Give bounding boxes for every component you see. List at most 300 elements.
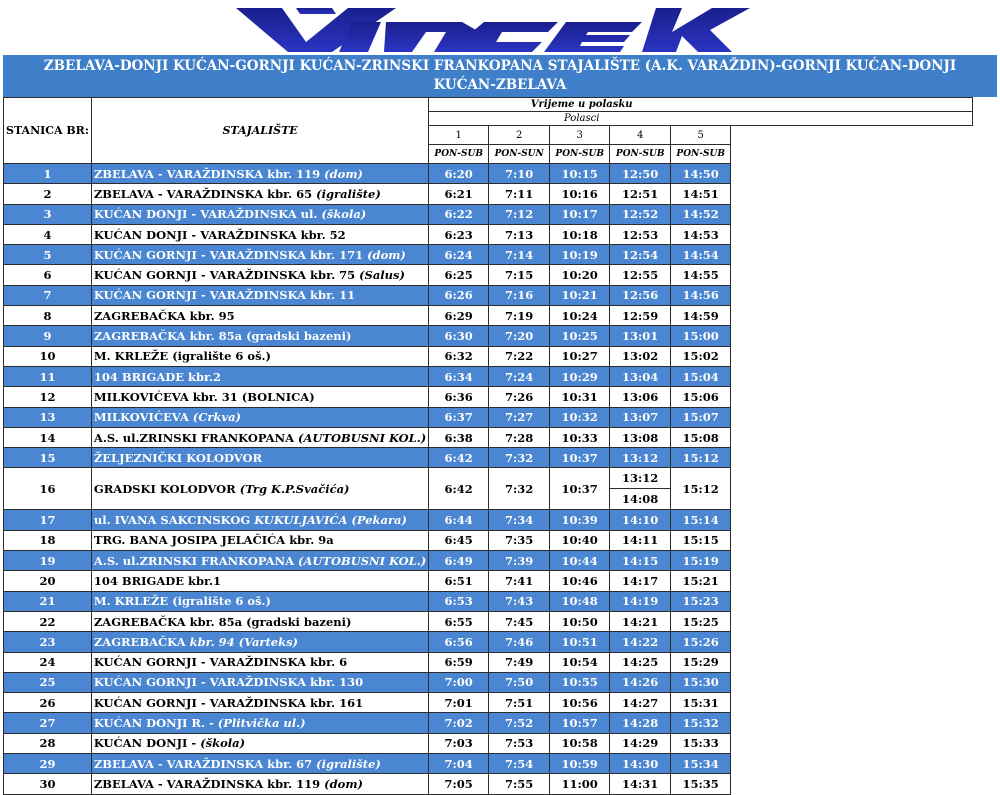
stop-name-text: KUĆAN GORNJI - VARAŽDINSKA kbr. 11 bbox=[93, 288, 356, 303]
departure-time: 6:56 bbox=[429, 632, 489, 652]
blank-cell bbox=[731, 306, 973, 326]
stop-name-text: M. KRLEŽE (igralište 6 oš.) bbox=[93, 349, 271, 364]
departure-time: 12:56 bbox=[610, 285, 671, 305]
departure-time: 15:19 bbox=[671, 551, 731, 571]
stop-name bbox=[91, 224, 428, 244]
departure-time: 10:51 bbox=[550, 632, 610, 652]
blank-cell bbox=[731, 672, 973, 692]
stop-name bbox=[91, 571, 428, 591]
table-row bbox=[4, 672, 973, 692]
departure-time: 13:01 bbox=[610, 326, 671, 346]
departure-time: 10:40 bbox=[550, 530, 610, 550]
departure-time: 15:21 bbox=[671, 571, 731, 591]
station-number: 6 bbox=[4, 265, 92, 285]
blank-cell bbox=[731, 407, 973, 427]
departure-time: 10:58 bbox=[550, 733, 610, 753]
departure-time: 14:51 bbox=[671, 184, 731, 204]
stop-name-text: 104 BRIGADE kbr.2 bbox=[93, 369, 222, 384]
table-row bbox=[4, 306, 973, 326]
station-number: 27 bbox=[4, 713, 92, 733]
blank-cell bbox=[731, 693, 973, 713]
departure-time: 7:52 bbox=[489, 713, 550, 733]
departure-time: 15:32 bbox=[671, 713, 731, 733]
station-number: 29 bbox=[4, 754, 92, 774]
stop-name-text: KUĆAN GORNJI - VARAŽDINSKA kbr. 171 bbox=[93, 247, 364, 262]
table-row bbox=[4, 632, 973, 652]
departure-time: 14:28 bbox=[610, 713, 671, 733]
departure-time: 6:45 bbox=[429, 530, 489, 550]
stop-name bbox=[91, 530, 428, 550]
departure-time: 15:15 bbox=[671, 530, 731, 550]
departure-time: 15:35 bbox=[671, 774, 731, 794]
stop-name bbox=[91, 184, 428, 204]
stop-name-text: KUĆAN GORNJI - VARAŽDINSKA kbr. 75 bbox=[93, 268, 356, 283]
departure-time: 6:42 bbox=[429, 448, 489, 468]
stop-name-text: ZAGREBAČKA kbr. 85a (gradski bazeni) bbox=[93, 614, 352, 629]
table-row bbox=[4, 652, 973, 672]
stop-note: kbr. 94 (Varteks) bbox=[189, 634, 298, 649]
blank-cell bbox=[731, 632, 973, 652]
stop-note: (AUTOBUSNI KOL.) bbox=[298, 553, 427, 568]
departure-time: 6:26 bbox=[429, 285, 489, 305]
departure-time: 13:07 bbox=[610, 407, 671, 427]
departure-time: 10:50 bbox=[550, 611, 610, 631]
departure-time: 7:16 bbox=[489, 285, 550, 305]
departure-time: 10:59 bbox=[550, 754, 610, 774]
departure-time: 7:55 bbox=[489, 774, 550, 794]
stop-name-text: ZAGREBAČKA kbr. 85a (gradski bazeni) bbox=[93, 329, 352, 344]
header-departure-number: 4 bbox=[610, 126, 671, 145]
stop-name-text: A.S. ul.ZRINSKI FRANKOPANA bbox=[93, 553, 295, 568]
table-row bbox=[4, 326, 973, 346]
stop-name-text: GRADSKI KOLODVOR bbox=[93, 481, 236, 496]
stop-name bbox=[91, 448, 428, 468]
table-row bbox=[4, 184, 973, 204]
stop-name-text: KUĆAN DONJI - VARAŽDINSKA kbr. 52 bbox=[93, 227, 346, 242]
route-title-banner bbox=[3, 55, 997, 97]
departure-time: 10:44 bbox=[550, 551, 610, 571]
stop-name bbox=[91, 510, 428, 530]
stop-note: (Trg K.P.Svačića) bbox=[239, 481, 350, 496]
blank-cell bbox=[731, 510, 973, 530]
table-row bbox=[4, 693, 973, 713]
header-departure-time: Vrijeme u polasku bbox=[429, 98, 973, 112]
stop-note: (dom) bbox=[324, 776, 363, 791]
departure-time: 7:05 bbox=[429, 774, 489, 794]
departure-time: 11:00 bbox=[550, 774, 610, 794]
departure-time: 10:20 bbox=[550, 265, 610, 285]
table-row bbox=[4, 427, 973, 447]
departure-time: 10:33 bbox=[550, 427, 610, 447]
departure-time: 7:19 bbox=[489, 306, 550, 326]
stop-name-text: ZAGREBAČKA bbox=[93, 634, 186, 649]
stop-note: KUKULJAVIĆA (Pekara) bbox=[254, 513, 407, 528]
departure-time: 7:04 bbox=[429, 754, 489, 774]
header-day-range: PON-SUB bbox=[671, 145, 731, 164]
stop-name-text: KUĆAN GORNJI - VARAŽDINSKA kbr. 161 bbox=[93, 695, 364, 710]
departure-time: 7:24 bbox=[489, 366, 550, 386]
departure-time: 10:39 bbox=[550, 510, 610, 530]
stop-name bbox=[91, 346, 428, 366]
stop-name bbox=[91, 204, 428, 224]
stop-name-text: ZAGREBAČKA kbr. 95 bbox=[93, 308, 235, 323]
departure-time: 7:12 bbox=[489, 204, 550, 224]
stop-name bbox=[91, 326, 428, 346]
table-row bbox=[4, 265, 973, 285]
departure-time: 6:34 bbox=[429, 366, 489, 386]
departure-time: 7:51 bbox=[489, 693, 550, 713]
departure-time: 6:36 bbox=[429, 387, 489, 407]
departure-time: 7:02 bbox=[429, 713, 489, 733]
blank-cell bbox=[731, 387, 973, 407]
departure-time: 6:59 bbox=[429, 652, 489, 672]
departure-time: 10:37 bbox=[550, 468, 610, 510]
stop-name bbox=[91, 754, 428, 774]
stop-name bbox=[91, 632, 428, 652]
departure-time: 6:37 bbox=[429, 407, 489, 427]
departure-time: 7:01 bbox=[429, 693, 489, 713]
table-row bbox=[4, 204, 973, 224]
header-day-range: PON-SUB bbox=[610, 145, 671, 164]
departure-time: 15:02 bbox=[671, 346, 731, 366]
departure-time: 7:35 bbox=[489, 530, 550, 550]
stop-note: (dom) bbox=[324, 166, 363, 181]
departure-time: 7:00 bbox=[429, 672, 489, 692]
station-number: 21 bbox=[4, 591, 92, 611]
station-number: 20 bbox=[4, 571, 92, 591]
departure-time: 7:49 bbox=[489, 652, 550, 672]
departure-time: 15:23 bbox=[671, 591, 731, 611]
departure-time: 14:53 bbox=[671, 224, 731, 244]
departure-time: 14:30 bbox=[610, 754, 671, 774]
station-number: 22 bbox=[4, 611, 92, 631]
stop-note: (igralište) bbox=[316, 186, 381, 201]
header-day-range: PON-SUB bbox=[429, 145, 489, 164]
blank-cell bbox=[731, 184, 973, 204]
vincek-logo-mark bbox=[236, 8, 750, 52]
table-row bbox=[4, 407, 973, 427]
table-row bbox=[4, 164, 973, 184]
stop-name bbox=[91, 285, 428, 305]
station-number: 1 bbox=[4, 164, 92, 184]
stop-name bbox=[91, 265, 428, 285]
table-row bbox=[4, 224, 973, 244]
departure-time: 14:27 bbox=[610, 693, 671, 713]
stop-note: (Plitvička ul.) bbox=[217, 716, 306, 731]
departure-time: 10:21 bbox=[550, 285, 610, 305]
station-number: 15 bbox=[4, 448, 92, 468]
departure-time: 14:17 bbox=[610, 571, 671, 591]
departure-time: 7:34 bbox=[489, 510, 550, 530]
route-title-line1: ZBELAVA-DONJI KUĆAN-GORNJI KUĆAN-ZRINSKI FRANKOPANA STAJALIŠTE (A.K. VARAŽDIN)-GORNJI KUĆAN-DONJI bbox=[43, 58, 957, 74]
departure-time: 7:28 bbox=[489, 427, 550, 447]
departure-time: 7:26 bbox=[489, 387, 550, 407]
stop-note: (Crkva) bbox=[192, 410, 241, 425]
station-number: 3 bbox=[4, 204, 92, 224]
stop-name-text: ZBELAVA - VARAŽDINSKA kbr. 119 bbox=[93, 776, 321, 791]
departure-time: 12:55 bbox=[610, 265, 671, 285]
stop-name-text: ul. IVANA SAKCINSKOG bbox=[93, 513, 251, 528]
departure-time: 15:31 bbox=[671, 693, 731, 713]
departure-time: 12:59 bbox=[610, 306, 671, 326]
departure-time: 6:23 bbox=[429, 224, 489, 244]
departure-time: 6:44 bbox=[429, 510, 489, 530]
blank-cell bbox=[731, 285, 973, 305]
departure-time: 13:08 bbox=[610, 427, 671, 447]
departure-time: 15:07 bbox=[671, 407, 731, 427]
blank-cell bbox=[731, 448, 973, 468]
stop-name bbox=[91, 713, 428, 733]
departure-time: 14:11 bbox=[610, 530, 671, 550]
station-number: 13 bbox=[4, 407, 92, 427]
departure-time: 10:32 bbox=[550, 407, 610, 427]
departure-time: 14:15 bbox=[610, 551, 671, 571]
departure-time: 13:12 bbox=[610, 448, 671, 468]
blank-cell bbox=[731, 591, 973, 611]
station-number: 12 bbox=[4, 387, 92, 407]
blank-cell bbox=[731, 551, 973, 571]
table-row bbox=[4, 571, 973, 591]
departure-time: 14:52 bbox=[671, 204, 731, 224]
departure-time: 10:17 bbox=[550, 204, 610, 224]
stop-name bbox=[91, 164, 428, 184]
departure-time: 13:04 bbox=[610, 366, 671, 386]
table-row bbox=[4, 774, 973, 794]
station-number: 28 bbox=[4, 733, 92, 753]
stop-name-text: ZBELAVA - VARAŽDINSKA kbr. 67 bbox=[93, 756, 313, 771]
departure-time: 15:14 bbox=[671, 510, 731, 530]
departure-time: 13:02 bbox=[610, 346, 671, 366]
station-number: 16 bbox=[4, 468, 92, 510]
station-number: 4 bbox=[4, 224, 92, 244]
departure-time: 12:53 bbox=[610, 224, 671, 244]
departure-time: 12:51 bbox=[610, 184, 671, 204]
stop-name-text: KUĆAN GORNJI - VARAŽDINSKA kbr. 130 bbox=[93, 675, 364, 690]
departure-time: 15:08 bbox=[671, 427, 731, 447]
stop-name-text: KUĆAN DONJI - bbox=[93, 736, 197, 751]
departure-time: 6:21 bbox=[429, 184, 489, 204]
departure-time: 14:25 bbox=[610, 652, 671, 672]
departure-time: 10:48 bbox=[550, 591, 610, 611]
table-row bbox=[4, 245, 973, 265]
blank-cell bbox=[731, 530, 973, 550]
departure-time: 10:29 bbox=[550, 366, 610, 386]
blank-cell bbox=[731, 427, 973, 447]
header-departure-number: 1 bbox=[429, 126, 489, 145]
departure-time: 14:59 bbox=[671, 306, 731, 326]
header-departures: Polasci bbox=[429, 112, 973, 126]
table-row bbox=[4, 591, 973, 611]
blank-cell bbox=[731, 346, 973, 366]
departure-time: 6:38 bbox=[429, 427, 489, 447]
station-number: 10 bbox=[4, 346, 92, 366]
station-number: 9 bbox=[4, 326, 92, 346]
stop-name-text: 104 BRIGADE kbr.1 bbox=[93, 573, 222, 588]
blank-cell bbox=[731, 611, 973, 631]
departure-time: 10:27 bbox=[550, 346, 610, 366]
departure-time: 14:22 bbox=[610, 632, 671, 652]
stop-name bbox=[91, 306, 428, 326]
departure-time: 7:39 bbox=[489, 551, 550, 571]
departure-time: 15:06 bbox=[671, 387, 731, 407]
table-row bbox=[4, 611, 973, 631]
table-row bbox=[4, 448, 973, 468]
departure-time: 6:49 bbox=[429, 551, 489, 571]
stop-name bbox=[91, 652, 428, 672]
departure-time: 10:54 bbox=[550, 652, 610, 672]
blank-cell bbox=[731, 713, 973, 733]
station-number: 26 bbox=[4, 693, 92, 713]
departure-time: 6:42 bbox=[429, 468, 489, 510]
station-number: 25 bbox=[4, 672, 92, 692]
departure-time: 10:24 bbox=[550, 306, 610, 326]
departure-time: 12:52 bbox=[610, 204, 671, 224]
departure-time: 6:53 bbox=[429, 591, 489, 611]
stop-name bbox=[91, 672, 428, 692]
stop-name-text: KUĆAN DONJI R. - bbox=[93, 716, 214, 731]
departure-time: 14:31 bbox=[610, 774, 671, 794]
departure-time: 7:10 bbox=[489, 164, 550, 184]
departure-time: 7:14 bbox=[489, 245, 550, 265]
departure-time: 7:13 bbox=[489, 224, 550, 244]
stop-note: (Salus) bbox=[359, 268, 405, 283]
stop-name bbox=[91, 468, 428, 510]
departure-time: 7:32 bbox=[489, 468, 550, 510]
station-number: 19 bbox=[4, 551, 92, 571]
departure-time: 7:03 bbox=[429, 733, 489, 753]
table-row bbox=[4, 530, 973, 550]
departure-time bbox=[610, 468, 671, 510]
departure-time: 15:30 bbox=[671, 672, 731, 692]
departure-time: 14:56 bbox=[671, 285, 731, 305]
departure-time: 15:25 bbox=[671, 611, 731, 631]
header-departure-number: 5 bbox=[671, 126, 731, 145]
station-number: 7 bbox=[4, 285, 92, 305]
departure-time: 7:46 bbox=[489, 632, 550, 652]
departure-time: 14:29 bbox=[610, 733, 671, 753]
station-number: 2 bbox=[4, 184, 92, 204]
departure-time: 15:33 bbox=[671, 733, 731, 753]
departure-time: 13:06 bbox=[610, 387, 671, 407]
header-day-range: PON-SUN bbox=[489, 145, 550, 164]
departure-time: 12:54 bbox=[610, 245, 671, 265]
departure-time: 14:55 bbox=[671, 265, 731, 285]
blank-cell bbox=[731, 754, 973, 774]
departure-time: 7:53 bbox=[489, 733, 550, 753]
route-title-line2: KUĆAN-ZBELAVA bbox=[433, 77, 567, 93]
table-row bbox=[4, 387, 973, 407]
header-station-number bbox=[4, 98, 92, 164]
station-number: 30 bbox=[4, 774, 92, 794]
stop-note: (AUTOBUSNI KOL.) bbox=[298, 430, 427, 445]
blank-cell bbox=[731, 224, 973, 244]
departure-time: 6:29 bbox=[429, 306, 489, 326]
header-stop: STAJALIŠTE bbox=[91, 98, 428, 164]
departure-time: 7:54 bbox=[489, 754, 550, 774]
departure-time: 6:25 bbox=[429, 265, 489, 285]
stop-name bbox=[91, 591, 428, 611]
departure-time: 10:31 bbox=[550, 387, 610, 407]
station-number: 11 bbox=[4, 366, 92, 386]
station-number: 18 bbox=[4, 530, 92, 550]
table-row bbox=[4, 713, 973, 733]
departure-time: 10:56 bbox=[550, 693, 610, 713]
departure-time: 15:26 bbox=[671, 632, 731, 652]
header-station-label: STANICA BR: bbox=[6, 123, 89, 137]
blank-cell bbox=[731, 366, 973, 386]
table-row bbox=[4, 346, 973, 366]
departure-time: 7:41 bbox=[489, 571, 550, 591]
station-number: 5 bbox=[4, 245, 92, 265]
stop-name bbox=[91, 551, 428, 571]
departure-time: 7:20 bbox=[489, 326, 550, 346]
blank-cell bbox=[731, 145, 973, 164]
departure-time: 6:55 bbox=[429, 611, 489, 631]
stop-name-text: KUĆAN DONJI - VARAŽDINSKA ul. bbox=[93, 207, 318, 222]
table-row bbox=[4, 366, 973, 386]
station-number: 8 bbox=[4, 306, 92, 326]
departure-time: 10:37 bbox=[550, 448, 610, 468]
departure-time: 10:15 bbox=[550, 164, 610, 184]
header-departure-number: 2 bbox=[489, 126, 550, 145]
stop-name bbox=[91, 387, 428, 407]
blank-cell bbox=[731, 126, 973, 145]
departure-time: 15:12 bbox=[671, 468, 731, 510]
table-row bbox=[4, 754, 973, 774]
blank-cell bbox=[731, 774, 973, 794]
departure-time: 7:11 bbox=[489, 184, 550, 204]
stop-note: (igralište) bbox=[316, 756, 381, 771]
stop-name bbox=[91, 611, 428, 631]
stop-note: (dom) bbox=[367, 247, 406, 262]
stop-name bbox=[91, 427, 428, 447]
departure-time: 12:50 bbox=[610, 164, 671, 184]
departure-time: 7:50 bbox=[489, 672, 550, 692]
station-number: 14 bbox=[4, 427, 92, 447]
blank-cell bbox=[731, 652, 973, 672]
stop-name-text: MILKOVIĆEVA kbr. 31 (BOLNICA) bbox=[93, 389, 315, 404]
departure-time: 10:18 bbox=[550, 224, 610, 244]
departure-time-part: 13:12 bbox=[622, 471, 659, 486]
timetable-body bbox=[4, 98, 973, 795]
departure-time: 15:00 bbox=[671, 326, 731, 346]
blank-cell bbox=[731, 265, 973, 285]
departure-time: 7:27 bbox=[489, 407, 550, 427]
header-departure-number: 3 bbox=[550, 126, 610, 145]
stop-name bbox=[91, 733, 428, 753]
departure-time: 14:50 bbox=[671, 164, 731, 184]
stop-note: (škola) bbox=[321, 207, 367, 222]
blank-cell bbox=[731, 326, 973, 346]
table-row bbox=[4, 733, 973, 753]
stop-name bbox=[91, 245, 428, 265]
departure-time: 15:34 bbox=[671, 754, 731, 774]
stop-name-text: MILKOVIĆEVA bbox=[93, 410, 189, 425]
blank-cell bbox=[731, 571, 973, 591]
departure-time: 10:57 bbox=[550, 713, 610, 733]
departure-time: 6:51 bbox=[429, 571, 489, 591]
departure-time-part: 14:08 bbox=[610, 488, 670, 509]
stop-name-text: A.S. ul.ZRINSKI FRANKOPANA bbox=[93, 430, 295, 445]
departure-time: 10:55 bbox=[550, 672, 610, 692]
departure-time: 15:29 bbox=[671, 652, 731, 672]
departure-time: 14:21 bbox=[610, 611, 671, 631]
departure-time: 14:19 bbox=[610, 591, 671, 611]
departure-time: 14:54 bbox=[671, 245, 731, 265]
stop-name bbox=[91, 366, 428, 386]
departure-time: 7:43 bbox=[489, 591, 550, 611]
stop-name-text: ŽELJEZNIČKI KOLODVOR bbox=[93, 450, 263, 465]
